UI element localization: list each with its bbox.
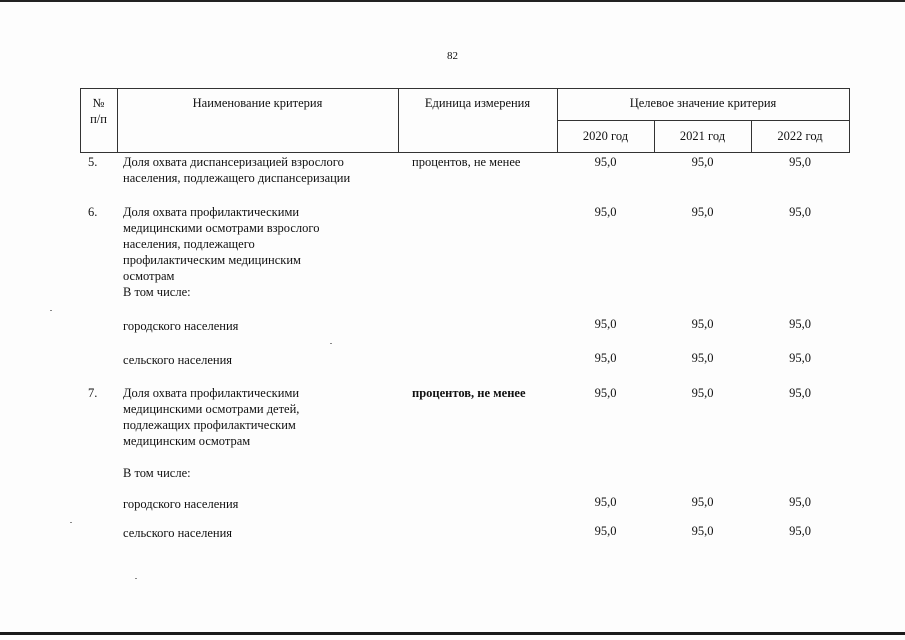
criterion-name-line: медицинскими осмотрами детей, [123,402,300,416]
criterion-name-line: населения, подлежащего диспансеризации [123,171,351,185]
header-year-2021: 2021 год [679,129,726,143]
subtitle-in-that-number: В том числе: [123,466,191,480]
unit-cell: процентов, не менее [412,386,526,400]
value-2020: 95,0 [594,317,617,331]
scan-speck [50,310,52,311]
scan-edge-top [0,0,905,2]
header-name: Наименование критерия [192,96,323,110]
sub-row-name: городского населения [123,319,239,333]
scan-speck [70,522,72,523]
criterion-name-line: населения, подлежащего [123,237,255,251]
page-number: 82 [447,50,458,62]
value-2022: 95,0 [789,495,811,509]
value-2021: 95,0 [691,524,714,538]
value-2021: 95,0 [691,351,714,365]
value-2020: 95,0 [594,155,617,169]
value-2021: 95,0 [691,155,714,169]
value-2021: 95,0 [691,495,714,509]
header-unit: Единица измерения [424,96,531,110]
criterion-name-line: Доля охвата профилактическими [123,205,300,219]
header-year-2022: 2022 год [777,129,823,143]
value-2022: 95,0 [789,524,811,538]
criterion-name-line: медицинским осмотрам [123,434,251,448]
criterion-name-line: профилактическим медицинским [123,253,301,267]
value-2020: 95,0 [594,351,617,365]
value-2022: 95,0 [789,317,811,331]
criterion-name-line: Доля охвата диспансеризацией взрослого [123,155,344,169]
value-2022: 95,0 [789,155,811,169]
scan-speck [135,578,137,579]
criterion-name-line: медицинскими осмотрами взрослого [123,221,320,235]
row-number: 7. [88,386,98,400]
value-2020: 95,0 [594,524,617,538]
criterion-name-line: подлежащих профилактическим [123,418,296,432]
value-2022: 95,0 [789,386,811,400]
header-num: № [92,96,105,110]
value-2021: 95,0 [691,317,714,331]
value-2020: 95,0 [594,205,617,219]
sub-row-name: сельского населения [123,353,233,367]
sub-row-name: сельского населения [123,526,233,540]
unit-cell: процентов, не менее [412,155,521,169]
value-2022: 95,0 [789,351,811,365]
subtitle-in-that-number: В том числе: [123,285,191,299]
row-number: 6. [88,205,98,219]
criterion-name-line: Доля охвата профилактическими [123,386,300,400]
value-2020: 95,0 [594,386,617,400]
sub-row-name: городского населения [123,497,239,511]
header-num-sub: п/п [90,112,107,126]
value-2022: 95,0 [789,205,811,219]
header-year-2020: 2020 год [582,129,629,143]
scan-edge-bottom [0,628,905,640]
value-2021: 95,0 [691,205,714,219]
criterion-name-line: осмотрам [123,269,175,283]
scan-speck [330,343,332,344]
row-number: 5. [88,155,98,169]
value-2020: 95,0 [594,495,617,509]
value-2021: 95,0 [691,386,714,400]
header-target: Целевое значение критерия [629,96,777,110]
